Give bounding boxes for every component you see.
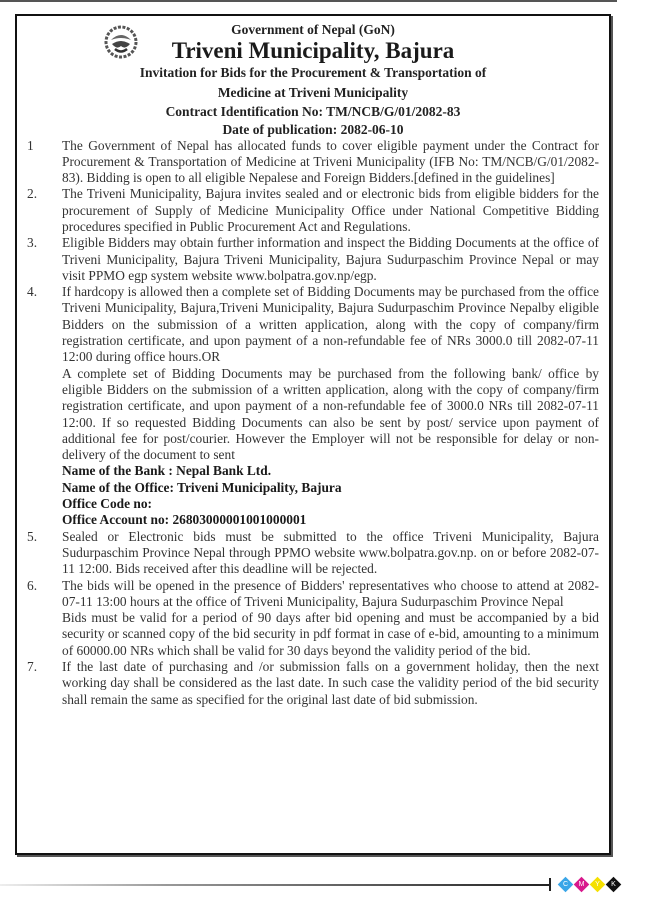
government-line: Government of Nepal (GoN) <box>231 22 395 37</box>
notice-item-7 <box>17 659 599 708</box>
office-code: Office Code no: <box>62 496 152 512</box>
notice-item-5 <box>17 529 599 578</box>
bank-name: Name of the Bank : Nepal Bank Ltd. <box>62 463 272 479</box>
contract-id: Contract Identification No: TM/NCB/G/01/2082-83 <box>165 104 461 119</box>
nepal-government-emblem-icon <box>103 24 139 60</box>
cmyk-black-icon: K <box>606 877 622 893</box>
item-paragraph: The bids will be opened in the presence of Bidders' representatives who choose to attend at 2082-07-11 13:00 hours at the office of Triveni Municipality, Bajura Sudurpaschim Province Nepal <box>62 577 599 609</box>
office-account: Office Account no: 26803000001001000001 <box>62 512 307 528</box>
notice-header <box>17 16 609 138</box>
invitation-line-2: Medicine at Triveni Municipality <box>217 84 409 100</box>
item-paragraph: A complete set of Bidding Documents may be purchased from the following bank/ office by eligible Bidders on the submission of a written application, along with the copy of company/firm registration certificate, and upon payment of a non-refundable fee of 3000.0 NRs till 2082-07-11 12:00. If so requested Bidding Documents can also be sent by post/ service upon payment of additional fee for post/courier. However the Employer will not be responsible for delay or non-delivery of the document to sent <box>62 365 599 463</box>
item-number: 3. <box>27 235 38 251</box>
cmyk-yellow-icon: Y <box>590 877 606 893</box>
office-name: Name of the Office: Triveni Municipality, Bajura <box>62 479 342 495</box>
footer-tick <box>549 878 551 891</box>
item-paragraph: Bids must be valid for a period of 90 days after bid opening and must be accompanied by a bid security or scanned copy of the bid security in pdf format in case of e-bid, amounting to a minimum of 60000.00 NRs which shall be valid for 30 days beyond the validity period of the bid. <box>62 610 599 658</box>
notice-item-1 <box>17 138 599 187</box>
item-number: 1 <box>27 137 34 153</box>
item-paragraph: If hardcopy is allowed then a complete set of Bidding Documents may be purchased from the office Triveni Municipality, Bajura,Triveni Municipality, Bajura Sudurpaschim Province Nepalby eligible Bidders on the submission of a written application, along with the copy of company/firm registration certificate, and upon payment of a non-refundable fee of NRs 3000.0 till 2082-07-11 12:00 during office hours.OR <box>62 284 599 365</box>
item-paragraph: Eligible Bidders may obtain further information and inspect the Bidding Documents at the office of Triveni Municipality, Bajura Triveni Municipality, Bajura Sudurpaschim Province Nepal or may visit PPMO egp system website www.bolpatra.gov.np/egp. <box>62 235 599 283</box>
invitation-line-1: Invitation for Bids for the Procurement & Transportation of <box>139 65 487 80</box>
item-number: 6. <box>27 577 38 593</box>
top-rule <box>0 0 617 2</box>
item-number: 5. <box>27 528 38 544</box>
cmyk-cyan-icon: C <box>558 877 574 893</box>
notice-item-6 <box>17 578 599 659</box>
notice-items <box>17 138 609 708</box>
cmyk-magenta-icon: M <box>574 877 590 893</box>
item-number: 7. <box>27 659 38 674</box>
item-number: 4. <box>27 284 38 300</box>
item-paragraph: The Triveni Municipality, Bajura invites sealed and or electronic bids from eligible bidders for the procurement of Supply of Medicine Municipality Office under National Competitive Bidding procedures specified in Public Procurement Act and Regulations. <box>62 186 599 234</box>
publication-date: Date of publication: 2082-06-10 <box>222 121 404 137</box>
notice-item-4 <box>17 284 599 528</box>
notice-item-3 <box>17 235 599 284</box>
item-number: 2. <box>27 186 38 202</box>
item-paragraph: Sealed or Electronic bids must be submitted to the office Triveni Municipality, Bajura Sudurpaschim Province Nepal through PPMO website www.bolpatra.gov.np. on or before 2082-07-11 12:00. Bids received after this deadline will be rejected. <box>62 528 599 577</box>
notice-item-2 <box>17 186 599 235</box>
bid-notice <box>15 14 611 855</box>
footer-rule <box>0 884 550 886</box>
item-paragraph: If the last date of purchasing and /or submission falls on a government holiday, then the next working day shall be considered as the last date. In such case the validity period of the bid security shall remain the same as specified for the original last date of bid submission. <box>62 659 599 707</box>
item-paragraph: The Government of Nepal has allocated funds to cover eligible payment under the Contract for Procurement & Transportation of Medicine at Triveni Municipality (IFB No: TM/NCB/G/01/2082-83). Bidding is open to all eligible Nepalese and Foreign Bidders.[defined in the guidelines] <box>62 137 599 186</box>
municipality-title: Triveni Municipality, Bajura <box>171 38 455 63</box>
